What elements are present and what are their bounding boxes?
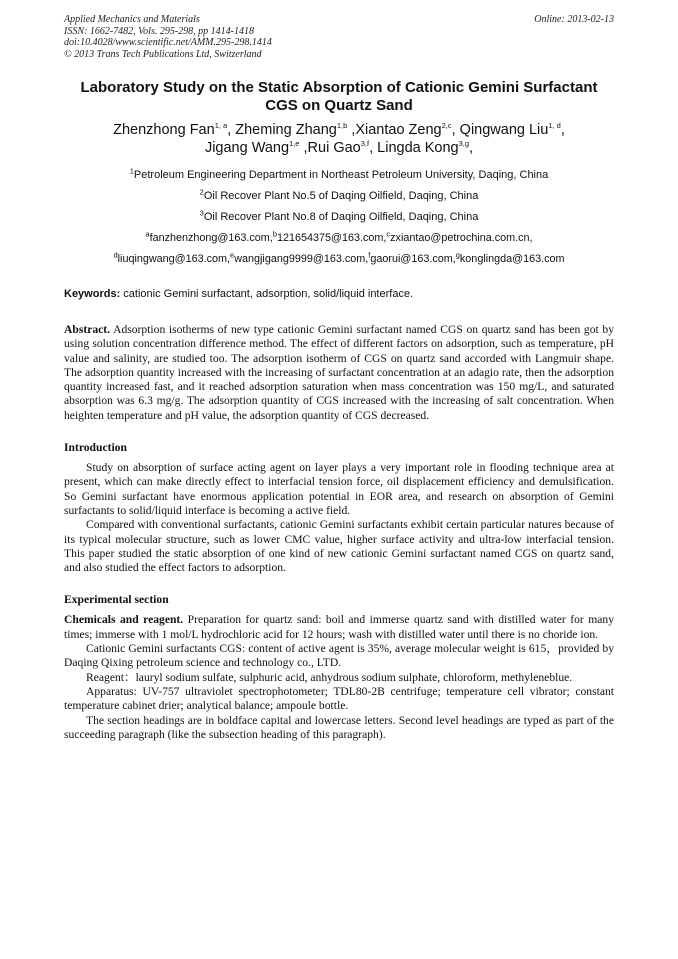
surfactant-paragraph: Cationic Gemini surfactants CGS: content of active agent is 35%, average molecular weight is 615，provided by Daqing Qixing petroleum science and technology co., LTD. [64,642,614,670]
email-b[interactable]: 121654375@163.com, [276,232,387,244]
introduction-paragraph-1: Study on absorption of surface acting agent on layer plays a very important role in flooding technique area at present, which can make directly effect to interfacial tension force, oil displacement efficiency and demulsification. So Gemini surfactant have enormous application potential in EOR area, and research on absorption of Gemini surfactants to solid/liquid interface is becoming a active field. [64,461,614,517]
journal-name: Applied Mechanics and Materials [64,14,200,25]
affiliation-number: 1 [129,166,134,176]
author-name: Zheming Zhang [235,122,337,138]
author-sep: , [299,140,308,156]
author-name: Qingwang Liu [459,122,549,138]
email-c[interactable]: zxiantao@petrochina.com.cn, [390,232,533,244]
author-sup: 1, a [214,121,228,131]
running-header [64,14,614,66]
author-name: Rui Gao [307,140,361,156]
issn-line: ISSN: 1662-7482, Vols. 295-298, pp 1414-1418 [64,25,254,37]
experimental-body [64,613,614,742]
affiliation-1 [64,165,614,186]
author-sup: 3,f [360,139,370,149]
author-sep: , [369,140,378,156]
author-name: Xiantao Zeng [355,122,442,138]
author-sep: , [451,122,460,138]
reagent-paragraph: Reagent：lauryl sodium sulfate, sulphuric acid, anhydrous sodium sulphate, chloroform, methyleneblue. [86,670,573,684]
keywords-text: cationic Gemini surfactant, adsorption, solid/liquid interface. [120,288,414,300]
affiliation-number: 2 [199,187,204,197]
affiliation-text: Petroleum Engineering Department in Northeast Petroleum University, Daqing, China [133,169,549,181]
author-sup: 1, d [548,121,561,131]
copyright-line: © 2013 Trans Tech Publications Ltd, Switzerland [64,48,262,60]
chemicals-runin-heading: Chemicals and reagent. [64,613,184,627]
affiliation-number: 3 [199,208,204,218]
keywords [64,287,614,301]
author-sup: 1,e [289,139,300,149]
email-g[interactable]: konglingda@163.com [459,253,565,265]
author-sup: 3,g [458,139,470,149]
affiliation-3 [64,207,614,228]
email-a[interactable]: fanzhenzhong@163.com, [149,232,273,244]
journal-info [64,14,614,60]
doi-line: doi:10.4028/www.scientific.net/AMM.295-298.1414 [64,37,272,48]
author-sep: , [347,122,356,138]
affiliation-text: Oil Recover Plant No.5 of Daqing Oilfield, Daqing, China [203,190,479,202]
chemicals-paragraph [64,613,614,642]
affiliation-text: Oil Recover Plant No.8 of Daqing Oilfield, Daqing, China [203,211,479,223]
introduction-paragraph-2: Compared with conventional surfactants, cationic Gemini surfactants exhibit certain particular natures because of its typical molecular structure, such as lower CMC value, higher surface activity and ultra-low interfacial tension. This paper studied the static absorption of one kind of new cationic Gemini surfactant named CGS on quartz sand, and also studied the effect factors to adsorption. [64,518,614,575]
author-line-1 [64,121,614,139]
email-e[interactable]: wangjigang9999@163.com, [234,253,369,265]
email-f[interactable]: gaorui@163.com, [370,253,456,265]
author-line-2 [64,139,614,157]
author-sep: , [469,140,474,156]
author-sup: 2,c [441,121,452,131]
introduction-body [64,461,614,575]
author-sep: , [227,122,236,138]
abstract-text: Adsorption isotherms of new type cationic Gemini surfactant named CGS on quartz sand has been got by using solution concentration difference method. The effect of different factors on adsorption, such as temperature, pH value and salinity, are studied too. The adsorption isotherm of CGS on quartz sand accorded with Langmuir shape. The adsorption quantity increased with the increasing of surfactant concentration at an adagio rate, then the adsorption quantity increased fast, and it reached adsorption saturation when mass concentration was 150 mg/L, and saturated absorption was 6.3 mg/g. The adsorption quantity of CGS increased with the increasing of salt concentration. When heighten temperature and pH value, the adsorption quantity of CGS decreased. [64,323,614,422]
paper-page [64,14,614,742]
title-line-2: CGS on Quartz Sand [265,97,413,114]
author-name: Zhenzhong Fan [113,122,215,138]
abstract [64,323,614,423]
apparatus-paragraph: Apparatus: UV-757 ultraviolet spectrophotometer; TDL80-2B centrifuge; temperature cell vibrator; constant temperature cabinet drier; analytical balance; ampoule bottle. [64,684,614,713]
author-sep: , [560,122,565,138]
email-line-1: $^a$fanzhenzhong@163.com,$^b$121654375@163.com,$^c$zxiantao@petrochina.com.cn, [145,229,533,244]
email-line-2: $^d$liuqingwang@163.com,$^e$wangjigang9999@163.com,$^f$gaorui@163.com,$^g$konglingda@163.com [113,250,565,265]
author-name: Lingda Kong [377,140,459,156]
title-line-1: Laboratory Study on the Static Absorption of Cationic Gemini Surfactant [80,79,598,96]
author-list [64,121,614,157]
introduction-heading: Introduction [64,441,127,455]
keywords-label: Keywords: [64,288,121,300]
online-date: Online: 2013-02-13 [534,14,614,25]
affiliation-2 [64,186,614,207]
author-sup: 1,b [336,121,348,131]
chemicals-text: Preparation for quartz sand: boil and immerse quartz sand with distilled water for many times; immerse with 1 mol/L hydrochloric acid for 12 hours; wash with distilled water until there is no choride ion. [64,613,615,641]
abstract-label: Abstract. [64,323,111,336]
experimental-heading: Experimental section [64,593,169,607]
headings-note-paragraph: The section headings are in boldface capital and lowercase letters. Second level headings are typed as part of the succeeding paragraph (like the subsection heading of this paragraph). [64,713,614,741]
email-d[interactable]: liuqingwang@163.com, [117,253,231,265]
author-name: Jigang Wang [204,140,290,156]
paper-title [64,79,614,115]
